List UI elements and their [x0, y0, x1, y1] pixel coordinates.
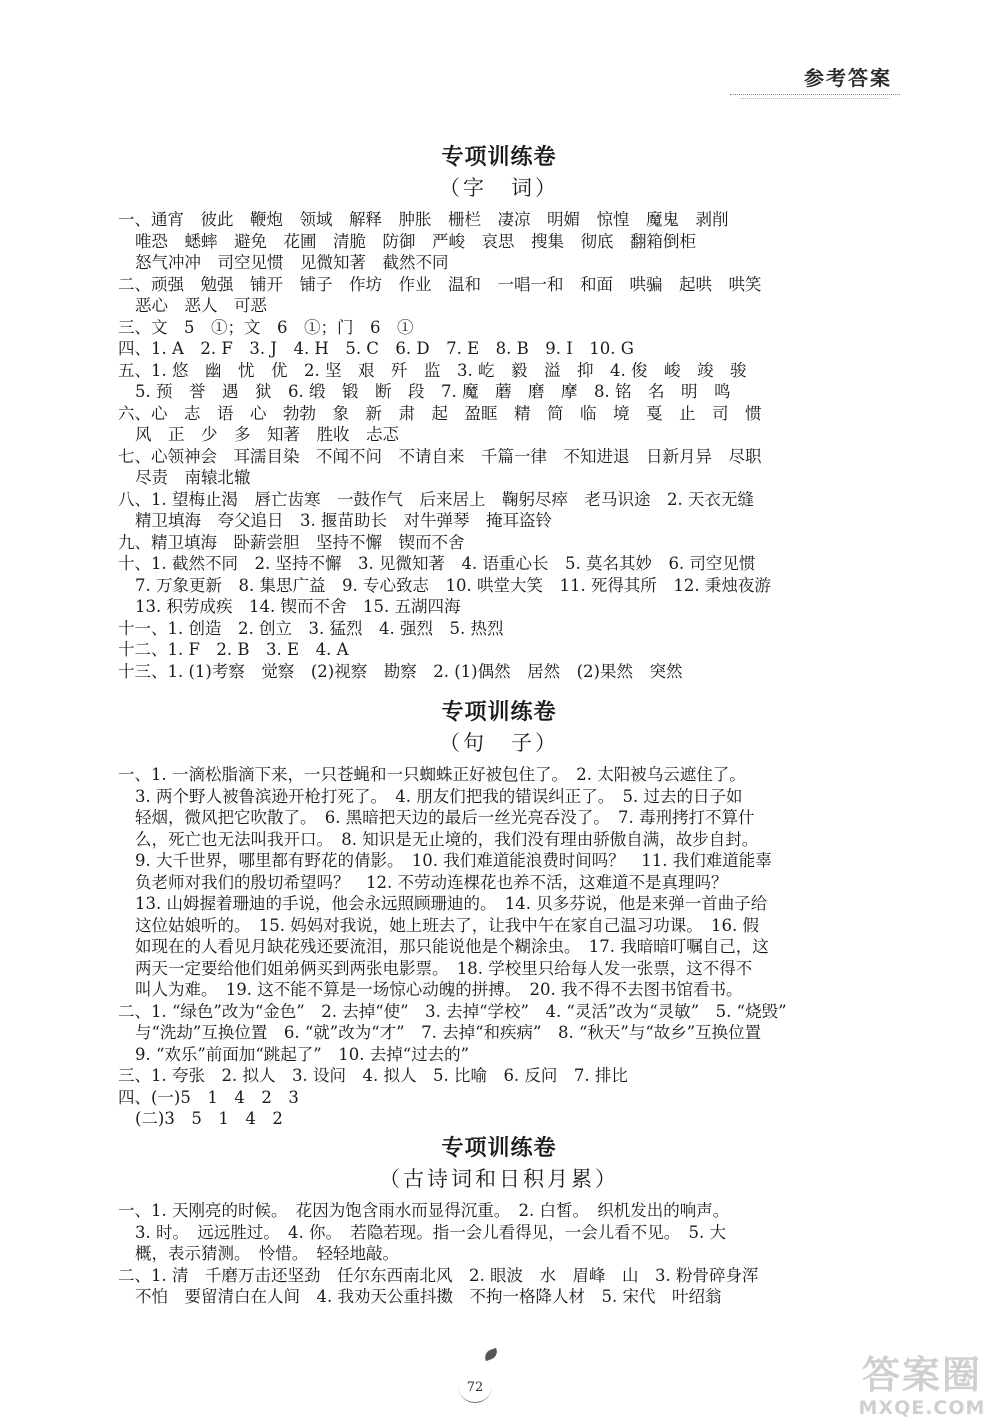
answer-line: 十二、1. F 2. B 3. E 4. A — [118, 640, 349, 659]
answer-line: 负老师对我们的殷切希望吗？ 12. 不劳动连棵花也养不活，这难道不是真理吗？ — [135, 872, 728, 892]
answer-line: 九、精卫填海 卧薪尝胆 坚持不懈 锲而不舍 — [118, 532, 465, 552]
header-label: 参考答案 — [804, 66, 892, 90]
answer-line: 一、1. 一滴松脂滴下来，一只苍蝇和一只蜘蛛正好被包住了。 2. 太阳被乌云遮住了。 — [118, 765, 746, 784]
answer-line: 尽责 南辕北辙 — [135, 468, 251, 487]
answer-line: 二、1. 清 千磨万击还坚劲 任尔东西南北风 2. 眼波 水 眉峰 山 3. 粉骨碎身浑 — [118, 1265, 759, 1285]
watermark — [852, 1353, 992, 1419]
answer-line: 二、1. “绿色”改为“金色” 2. 去掉“使” 3. 去掉“学校” 4. “灵活”改为“灵敏” 5. “烧毁” — [118, 1001, 787, 1021]
answer-line: 精卫填海 夸父追日 3. 揠苗助长 对牛弹琴 掩耳盗铃 — [135, 511, 552, 530]
section-subtitle: （字 词） — [439, 176, 559, 200]
answer-line: 风 正 少 多 知著 胜收 忐忑 — [135, 425, 399, 444]
page-number: 72 — [458, 1372, 492, 1403]
answer-line: 唯恐 蟋蟀 避免 花圃 清脆 防御 严峻 哀思 搜集 彻底 翻箱倒柜 — [135, 231, 696, 251]
answer-line: 与“洗劫”互换位置 6. “就”改为“才” 7. 去掉“和疾病” 8. “秋天”与“故乡”互换位置 — [135, 1023, 762, 1042]
answer-line: 五、1. 悠 幽 忧 优 2. 坚 艰 歼 监 3. 屹 毅 溢 抑 4. 俊 峻 竣 骏 — [118, 360, 747, 380]
header-divider-secondary — [740, 98, 890, 99]
answer-line: 两天一定要给他们姐弟俩买到两张电影票。 18. 学校里只给每人发一张票，这不得不 — [135, 958, 753, 978]
leaf-icon — [483, 1348, 499, 1361]
answer-line: 如现在的人看见月缺花残还要流泪，那只能说他是个糊涂虫。 17. 我暗暗叮嘱自己，这 — [135, 937, 769, 956]
answer-line: 叫人为难。 19. 这不能不算是一场惊心动魄的拼搏。 20. 我不得不去图书馆看书。 — [135, 980, 743, 999]
section-subtitle: （句 子） — [439, 731, 559, 755]
section-title: 专项训练卷 — [441, 700, 557, 725]
answer-line: 恶心 恶人 可恶 — [135, 296, 267, 315]
answer-line: 9. 大千世界，哪里都有野花的倩影。 10. 我们难道能浪费时间吗？ 11. 我们难道能辜 — [135, 851, 772, 870]
answer-line: 13. 积劳成疾 14. 锲而不舍 15. 五湖四海 — [135, 597, 461, 616]
answer-line: 3. 两个野人被鲁滨逊开枪打死了。 4. 朋友们把我的错误纠正了。 5. 过去的日子如 — [135, 786, 743, 806]
answer-line: (二)3 5 1 4 2 — [135, 1109, 283, 1128]
section-words — [118, 143, 880, 682]
watermark-url: MXQE.COM — [858, 1397, 986, 1419]
answer-line: 概，表示猜测。 怜惜。 轻轻地敲。 — [135, 1244, 399, 1263]
answer-line: 不怕 要留清白在人间 4. 我劝天公重抖擞 不拘一格降人材 5. 宋代 叶绍翁 — [135, 1287, 722, 1306]
answer-line: 怒气冲冲 司空见惯 见微知著 截然不同 — [135, 253, 449, 272]
header-divider — [730, 94, 900, 95]
answer-line: 七、心领神会 耳濡目染 不闻不问 不请自来 千篇一律 不知进退 日新月异 尽职 — [118, 446, 762, 466]
answer-line: 一、1. 天刚亮的时候。 花因为饱含雨水而显得沉重。 2. 白皙。 织机发出的响声。 — [118, 1201, 730, 1220]
answer-line: 13. 山姆握着珊迪的手说，他会永远照顾珊迪的。 14. 贝多芬说，他是来弹一首曲子给 — [135, 894, 768, 913]
answer-line: 轻烟，微风把它吹散了。 6. 黑暗把天边的最后一丝光亮吞没了。 7. 毒刑拷打不算什 — [135, 808, 755, 827]
answer-line: 这位姑娘听的。 15. 妈妈对我说，她上班去了，让我中午在家自己温习功课。 16. 假 — [135, 915, 759, 935]
answer-line: 9. “欢乐”前面加“跳起了” 10. 去掉“过去的” — [135, 1044, 470, 1064]
answer-line: 3. 时。 远远胜过。 4. 你。 若隐若现。指一会儿看得见，一会儿看不见。 5. 大 — [135, 1222, 726, 1242]
section-sentences — [118, 698, 880, 1130]
answer-line: 三、文 5 ①；文 6 ①；门 6 ① — [118, 317, 414, 337]
answer-line: 八、1. 望梅止渴 唇亡齿寒 一鼓作气 后来居上 鞠躬尽瘁 老马识途 2. 天衣无缝 — [118, 489, 754, 509]
answer-line: 么，死亡也无法叫我开口。 8. 知识是无止境的，我们没有理由骄傲自满，故步自封。 — [135, 829, 759, 849]
answer-line: 四、(一)5 1 4 2 3 — [118, 1087, 299, 1107]
answer-line: 三、1. 夸张 2. 拟人 3. 设问 4. 拟人 5. 比喻 6. 反问 7. 排比 — [118, 1066, 628, 1085]
answer-line: 7. 万象更新 8. 集思广益 9. 专心致志 10. 哄堂大笑 11. 死得其所 12. 秉烛夜游 — [135, 575, 771, 595]
section-title: 专项训练卷 — [441, 145, 557, 170]
section-title: 专项训练卷 — [441, 1136, 557, 1161]
answer-line: 二、顽强 勉强 铺开 铺子 作坊 作业 温和 一唱一和 和面 哄骗 起哄 哄笑 — [118, 274, 762, 294]
answer-line: 十一、1. 创造 2. 创立 3. 猛烈 4. 强烈 5. 热烈 — [118, 618, 504, 638]
answer-line: 十三、1. (1)考察 觉察 (2)视察 勘察 2. (1)偶然 居然 (2)果然 突然 — [118, 661, 683, 681]
answer-line: 十、1. 截然不同 2. 坚持不懈 3. 见微知著 4. 语重心长 5. 莫名其妙 6. 司空见惯 — [118, 554, 756, 573]
section-subtitle: （古诗词和日积月累） — [379, 1167, 619, 1191]
watermark-logo-text: 答案圈 — [861, 1353, 982, 1397]
answer-line: 四、1. A 2. F 3. J 4. H 5. C 6. D 7. E 8. B 9. I 10. G — [118, 339, 634, 358]
answer-line: 5. 预 誉 遇 狱 6. 缎 锻 断 段 7. 魔 蘑 磨 摩 8. 铭 名 明 鸣 — [135, 382, 731, 401]
section-poetry — [118, 1134, 880, 1308]
answer-line: 六、心 志 语 心 勃勃 象 新 肃 起 盈眶 精 简 临 境 戛 止 司 惯 — [118, 403, 762, 423]
answer-line: 一、通宵 彼此 鞭炮 领域 解释 肿胀 栅栏 凄凉 明媚 惊惶 魔鬼 剥削 — [118, 210, 729, 229]
